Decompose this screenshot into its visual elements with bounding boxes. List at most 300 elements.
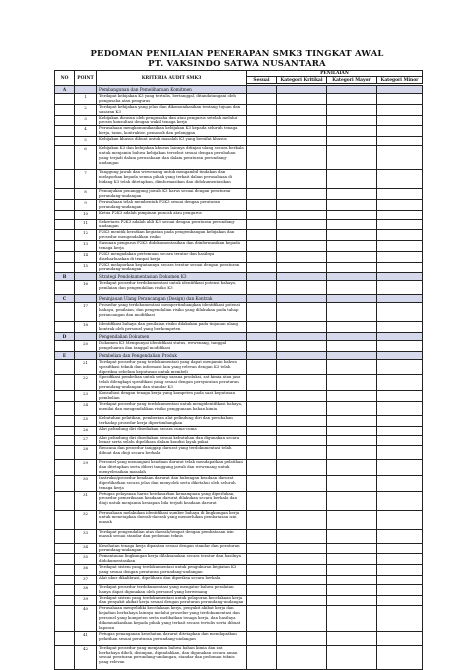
sesuai-cell[interactable]	[247, 575, 277, 584]
criteria-text: Petugas pelayanan harus berdasarkan kemampuan yang diperlukan, prosedur pemeriksaan keadaan darurat dilakukan secara berkala dan diuji untuk menjamin kesiapan bila terjadi keadaan darurat	[97, 491, 247, 510]
sesuai-cell[interactable]	[247, 94, 277, 105]
sesuai-cell[interactable]	[247, 554, 277, 565]
table-row	[55, 401, 423, 415]
header-no: NO	[55, 71, 75, 86]
point-number: 42	[75, 645, 97, 669]
point-number: 1	[75, 94, 97, 105]
no-cell	[55, 359, 75, 375]
minor-cell[interactable]	[377, 86, 423, 94]
criteria-text: Rencana dan prosedur tanggap darurat yang terdokumentasi telah dibuat dan diuji secara berkala	[97, 446, 247, 460]
minor-cell[interactable]	[377, 241, 423, 252]
minor-cell[interactable]	[377, 529, 423, 543]
kritikal-cell[interactable]	[277, 645, 327, 669]
sesuai-cell[interactable]	[247, 645, 277, 669]
kritikal-cell[interactable]	[277, 94, 327, 105]
sesuai-cell[interactable]	[247, 322, 277, 333]
criteria-text: Terdapat sistem yang terdokumentasi untuk pelaporan kecelakaan kerja dan penyakit akibat kerja sesuai dengan peraturan perundang-undangan	[97, 595, 247, 606]
minor-cell[interactable]	[377, 341, 423, 352]
kritikal-cell[interactable]	[277, 565, 327, 576]
criteria-text: Kesehatan tenaga kerja dipantau sesuai dengan standar dan peraturan perundang-undangan	[97, 543, 247, 554]
criteria-text: Dokumen K3 Mempunyai identifikasi status, wewenang, tanggal pengeluaran dan tanggal modifikasi	[97, 341, 247, 352]
table-row	[55, 595, 423, 606]
sesuai-cell[interactable]	[247, 251, 277, 262]
point-number: 2	[75, 104, 97, 115]
mayor-cell[interactable]	[327, 606, 377, 631]
criteria-text: Spesifikasi pembelian untuk setiap sarana produksi, zat kimia atau jasa telah dilengkapi spesifikasi yang sesuai dengan persyaratan peraturan perundang-undangan dan standar K3	[97, 375, 247, 391]
kritikal-cell[interactable]	[277, 491, 327, 510]
mayor-cell[interactable]	[327, 491, 377, 510]
kritikal-cell[interactable]	[277, 104, 327, 115]
table-row	[55, 543, 423, 554]
sesuai-cell[interactable]	[247, 137, 277, 146]
mayor-cell[interactable]	[327, 401, 377, 415]
mayor-cell[interactable]	[327, 230, 377, 241]
kritikal-cell[interactable]	[277, 595, 327, 606]
no-cell	[55, 460, 75, 476]
minor-cell[interactable]	[377, 584, 423, 595]
point-number: 18	[75, 322, 97, 333]
document-title: PEDOMAN PENILAIAN PENERAPAN SMK3 TINGKAT AWAL	[90, 49, 384, 59]
sesuai-cell[interactable]	[247, 219, 277, 230]
mayor-cell[interactable]	[327, 529, 377, 543]
criteria-text: Penunjukan penanggung jawab K3 harus sesuai dengan peraturan perundang-undangan	[97, 189, 247, 200]
point-number: 36	[75, 565, 97, 576]
sesuai-cell[interactable]	[247, 565, 277, 576]
table-row	[55, 645, 423, 669]
minor-cell[interactable]	[377, 126, 423, 137]
minor-cell[interactable]	[377, 94, 423, 105]
mayor-cell[interactable]	[327, 426, 377, 435]
mayor-cell[interactable]	[327, 510, 377, 529]
table-row	[55, 435, 423, 446]
mayor-cell[interactable]	[327, 199, 377, 210]
section-row	[55, 295, 423, 303]
minor-cell[interactable]	[377, 295, 423, 303]
minor-cell[interactable]	[377, 273, 423, 281]
mayor-cell[interactable]	[327, 554, 377, 565]
criteria-text: Susunan pengurus P2K3 didokumentasikan dan diinformasikan kepada tenaga kerja	[97, 241, 247, 252]
section-point-cell	[75, 273, 97, 281]
minor-cell[interactable]	[377, 170, 423, 189]
criteria-text: Identifikasi bahaya dan penilaian risiko dilakukan pada tinjauan ulang kontrak oleh personel yang berkompeten	[97, 322, 247, 333]
sesuai-cell[interactable]	[247, 189, 277, 200]
kritikal-cell[interactable]	[277, 529, 327, 543]
sesuai-cell[interactable]	[247, 391, 277, 402]
mayor-cell[interactable]	[327, 94, 377, 105]
point-number: 15	[75, 262, 97, 273]
kritikal-cell[interactable]	[277, 575, 327, 584]
mayor-cell[interactable]	[327, 391, 377, 402]
section-row	[55, 273, 423, 281]
point-number: 10	[75, 210, 97, 219]
point-number: 29	[75, 460, 97, 476]
kritikal-cell[interactable]	[277, 251, 327, 262]
criteria-text: P2K3 melaporkan kegiatannya secara teratur sesuai dengan peraturan perundang-undangan	[97, 262, 247, 273]
no-cell	[55, 281, 75, 295]
no-cell	[55, 230, 75, 241]
kritikal-cell[interactable]	[277, 137, 327, 146]
point-number: 26	[75, 426, 97, 435]
minor-cell[interactable]	[377, 606, 423, 631]
section-point-cell	[75, 333, 97, 341]
mayor-cell[interactable]	[327, 251, 377, 262]
mayor-cell[interactable]	[327, 575, 377, 584]
kritikal-cell[interactable]	[277, 115, 327, 126]
point-number: 31	[75, 491, 97, 510]
minor-cell[interactable]	[377, 303, 423, 322]
mayor-cell[interactable]	[327, 375, 377, 391]
section-point-cell	[75, 86, 97, 94]
minor-cell[interactable]	[377, 475, 423, 491]
minor-cell[interactable]	[377, 333, 423, 341]
no-cell	[55, 529, 75, 543]
point-number: 12	[75, 230, 97, 241]
kritikal-cell[interactable]	[277, 146, 327, 170]
sesuai-cell[interactable]	[247, 170, 277, 189]
sesuai-cell[interactable]	[247, 262, 277, 273]
kritikal-cell[interactable]	[277, 446, 327, 460]
criteria-text: Terdapat sistem yang terdokumentasi untuk pengukuran kegiatan K3 yang sesuai dengan peraturan perundang-undangan	[97, 565, 247, 576]
point-number: 32	[75, 510, 97, 529]
minor-cell[interactable]	[377, 137, 423, 146]
section-row	[55, 86, 423, 94]
section-point-cell	[75, 295, 97, 303]
kritikal-cell[interactable]	[277, 262, 327, 273]
table-row	[55, 94, 423, 105]
kritikal-cell[interactable]	[277, 359, 327, 375]
sesuai-cell[interactable]	[247, 475, 277, 491]
criteria-text: Terdapat prosedur terdokumentasi yang mengatur bahwa peralatan hanya dapat digunakan oleh personel yang berwenang	[97, 584, 247, 595]
sesuai-cell[interactable]	[247, 146, 277, 170]
mayor-cell[interactable]	[327, 170, 377, 189]
table-row	[55, 529, 423, 543]
no-cell	[55, 199, 75, 210]
point-number: 20	[75, 341, 97, 352]
kritikal-cell[interactable]	[277, 391, 327, 402]
mayor-cell[interactable]	[327, 595, 377, 606]
minor-cell[interactable]	[377, 351, 423, 359]
minor-cell[interactable]	[377, 426, 423, 435]
mayor-cell[interactable]	[327, 303, 377, 322]
sesuai-cell[interactable]	[247, 303, 277, 322]
kritikal-cell[interactable]	[277, 281, 327, 295]
minor-cell[interactable]	[377, 645, 423, 669]
minor-cell[interactable]	[377, 435, 423, 446]
point-number: 34	[75, 543, 97, 554]
sesuai-cell[interactable]	[247, 460, 277, 476]
sesuai-cell[interactable]	[247, 446, 277, 460]
section-letter: E	[55, 351, 75, 359]
kritikal-cell[interactable]	[277, 606, 327, 631]
table-row	[55, 584, 423, 595]
mayor-cell[interactable]	[327, 262, 377, 273]
mayor-cell[interactable]	[327, 104, 377, 115]
point-number: 33	[75, 529, 97, 543]
minor-cell[interactable]	[377, 375, 423, 391]
minor-cell[interactable]	[377, 281, 423, 295]
criteria-text: Pemantauan lingkungan kerja dilaksanakan secara teratur dan hasilnya didokumentasikan	[97, 554, 247, 565]
no-cell	[55, 137, 75, 146]
kritikal-cell[interactable]	[277, 86, 327, 94]
point-number: 13	[75, 241, 97, 252]
sesuai-cell[interactable]	[247, 491, 277, 510]
table-row	[55, 415, 423, 426]
table-row	[55, 391, 423, 402]
sesuai-cell[interactable]	[247, 199, 277, 210]
minor-cell[interactable]	[377, 446, 423, 460]
mayor-cell[interactable]	[327, 115, 377, 126]
sesuai-cell[interactable]	[247, 351, 277, 359]
table-row	[55, 251, 423, 262]
criteria-text: Terdapat prosedur yang terdokumentasi untuk mengidentifikasi bahaya, menilai dan mengendalikan risiko penggunaan bahan kimia	[97, 401, 247, 415]
table-row	[55, 115, 423, 126]
minor-cell[interactable]	[377, 219, 423, 230]
table-row	[55, 230, 423, 241]
minor-cell[interactable]	[377, 554, 423, 565]
mayor-cell[interactable]	[327, 322, 377, 333]
kritikal-cell[interactable]	[277, 230, 327, 241]
point-number: 27	[75, 435, 97, 446]
sesuai-cell[interactable]	[247, 359, 277, 375]
kritikal-cell[interactable]	[277, 435, 327, 446]
criteria-text: Terdapat prosedur terdokumentasi untuk identifikasi potensi bahaya, penilaian dan pengendalian risiko K3	[97, 281, 247, 295]
mayor-cell[interactable]	[327, 460, 377, 476]
minor-cell[interactable]	[377, 460, 423, 476]
sesuai-cell[interactable]	[247, 426, 277, 435]
table-row	[55, 189, 423, 200]
sesuai-cell[interactable]	[247, 435, 277, 446]
kritikal-cell[interactable]	[277, 351, 327, 359]
criteria-text: Terdapat prosedur yang menjamin bahwa bahan kimia dan zat berbahaya dibeli, disimpan, dipindahkan, dan digunakan secara aman sesuai peraturan perundang-undangan, standar dan pedoman teknis yang relevan	[97, 645, 247, 669]
no-cell	[55, 322, 75, 333]
mayor-cell[interactable]	[327, 584, 377, 595]
point-number: 39	[75, 595, 97, 606]
criteria-text: Kebutuhan pelatihan, pemberian alat pelindung diri dan perubahan terhadap prosedur kerja dipertimbangkan	[97, 415, 247, 426]
sesuai-cell[interactable]	[247, 241, 277, 252]
criteria-text: Kebijakan K3 dan kebijakan khusus lainnya ditinjau ulang secara berkala untuk menjamin bahwa kebijakan tersebut sesuai dengan perubahan yang terjadi dalam perusahaan dan dalam peraturan perundang-undangan	[97, 146, 247, 170]
mayor-cell[interactable]	[327, 415, 377, 426]
criteria-text: Konsultasi dengan tenaga kerja yang kompeten pada saat keputusan pembelian	[97, 391, 247, 402]
criteria-text: Alat pelindung diri disediakan secara cuma-cuma	[97, 426, 247, 435]
minor-cell[interactable]	[377, 322, 423, 333]
criteria-text: Perusahaan menyelidiki kecelakaan kerja, penyakit akibat kerja dan kejadian berbahaya lainnya melalui prosedur yang terdokumentasi dan personel yang kompeten serta melibatkan tenaga kerja, dan hasilnya dikomunikasikan kepada pihak yang terkait secara tertulis serta dibuat laporan	[97, 606, 247, 631]
no-cell	[55, 575, 75, 584]
mayor-cell[interactable]	[327, 126, 377, 137]
minor-cell[interactable]	[377, 543, 423, 554]
minor-cell[interactable]	[377, 359, 423, 375]
table-row	[55, 219, 423, 230]
mayor-cell[interactable]	[327, 219, 377, 230]
criteria-text: Perusahaan telah membentuk P2K3 sesuai dengan peraturan perundang-undangan	[97, 199, 247, 210]
kritikal-cell[interactable]	[277, 189, 327, 200]
sesuai-cell[interactable]	[247, 543, 277, 554]
sesuai-cell[interactable]	[247, 375, 277, 391]
mayor-cell[interactable]	[327, 475, 377, 491]
kritikal-cell[interactable]	[277, 631, 327, 645]
mayor-cell[interactable]	[327, 543, 377, 554]
mayor-cell[interactable]	[327, 333, 377, 341]
no-cell	[55, 595, 75, 606]
mayor-cell[interactable]	[327, 137, 377, 146]
table-row	[55, 199, 423, 210]
mayor-cell[interactable]	[327, 273, 377, 281]
sesuai-cell[interactable]	[247, 341, 277, 352]
point-number: 22	[75, 375, 97, 391]
minor-cell[interactable]	[377, 230, 423, 241]
sesuai-cell[interactable]	[247, 104, 277, 115]
company-name: PT. VAKSINDO SATWA NUSANTARA	[148, 59, 326, 69]
minor-cell[interactable]	[377, 262, 423, 273]
kritikal-cell[interactable]	[277, 415, 327, 426]
minor-cell[interactable]	[377, 115, 423, 126]
minor-cell[interactable]	[377, 510, 423, 529]
mayor-cell[interactable]	[327, 189, 377, 200]
no-cell	[55, 375, 75, 391]
sesuai-cell[interactable]	[247, 401, 277, 415]
mayor-cell[interactable]	[327, 295, 377, 303]
minor-cell[interactable]	[377, 104, 423, 115]
kritikal-cell[interactable]	[277, 219, 327, 230]
kritikal-cell[interactable]	[277, 401, 327, 415]
criteria-text: Terdapat pengendalian atas daerah/tempat dengan pembatasan izin masuk sesuai standar dan pedoman teknis	[97, 529, 247, 543]
minor-cell[interactable]	[377, 210, 423, 219]
table-row	[55, 262, 423, 273]
sesuai-cell[interactable]	[247, 295, 277, 303]
point-number: 16	[75, 281, 97, 295]
sesuai-cell[interactable]	[247, 606, 277, 631]
table-row	[55, 170, 423, 189]
sesuai-cell[interactable]	[247, 333, 277, 341]
criteria-text: Kebijakan disusun oleh pengusaha dan atau pengurus setelah melalui proses konsultasi dengan wakil tenaga kerja	[97, 115, 247, 126]
section-title: Pembelian dan Pengendalian Produk	[97, 351, 247, 359]
criteria-text: Perusahaan mengkomunikasikan kebijakan K3 kepada seluruh tenaga kerja, tamu, kontraktor, pemasok dan pelanggan	[97, 126, 247, 137]
kritikal-cell[interactable]	[277, 170, 327, 189]
kritikal-cell[interactable]	[277, 475, 327, 491]
minor-cell[interactable]	[377, 575, 423, 584]
minor-cell[interactable]	[377, 565, 423, 576]
mayor-cell[interactable]	[327, 435, 377, 446]
sesuai-cell[interactable]	[247, 281, 277, 295]
table-row	[55, 359, 423, 375]
minor-cell[interactable]	[377, 401, 423, 415]
mayor-cell[interactable]	[327, 86, 377, 94]
mayor-cell[interactable]	[327, 631, 377, 645]
point-number: 24	[75, 401, 97, 415]
minor-cell[interactable]	[377, 391, 423, 402]
kritikal-cell[interactable]	[277, 584, 327, 595]
sesuai-cell[interactable]	[247, 595, 277, 606]
section-letter: A	[55, 86, 75, 94]
no-cell	[55, 554, 75, 565]
criteria-text: Petugas penanganan kesehatan darurat ditetapkan dan mendapatkan pelatihan sesuai peraturan perundang-undangan	[97, 631, 247, 645]
mayor-cell[interactable]	[327, 565, 377, 576]
mayor-cell[interactable]	[327, 146, 377, 170]
minor-cell[interactable]	[377, 491, 423, 510]
section-title: Pembangunan dan Pemeliharaan Komitmen	[97, 86, 247, 94]
kritikal-cell[interactable]	[277, 554, 327, 565]
mayor-cell[interactable]	[327, 241, 377, 252]
kritikal-cell[interactable]	[277, 241, 327, 252]
no-cell	[55, 94, 75, 105]
table-row	[55, 341, 423, 352]
minor-cell[interactable]	[377, 199, 423, 210]
no-cell	[55, 303, 75, 322]
no-cell	[55, 219, 75, 230]
mayor-cell[interactable]	[327, 341, 377, 352]
minor-cell[interactable]	[377, 146, 423, 170]
no-cell	[55, 435, 75, 446]
kritikal-cell[interactable]	[277, 510, 327, 529]
minor-cell[interactable]	[377, 415, 423, 426]
header-minor: Kategori Minor	[377, 77, 423, 84]
mayor-cell[interactable]	[327, 359, 377, 375]
sesuai-cell[interactable]	[247, 631, 277, 645]
no-cell	[55, 645, 75, 669]
point-number: 41	[75, 631, 97, 645]
kritikal-cell[interactable]	[277, 426, 327, 435]
header-sesuai: Sesuai	[247, 77, 277, 84]
minor-cell[interactable]	[377, 189, 423, 200]
minor-cell[interactable]	[377, 595, 423, 606]
mayor-cell[interactable]	[327, 446, 377, 460]
no-cell	[55, 189, 75, 200]
sesuai-cell[interactable]	[247, 510, 277, 529]
kritikal-cell[interactable]	[277, 273, 327, 281]
kritikal-cell[interactable]	[277, 126, 327, 137]
kritikal-cell[interactable]	[277, 295, 327, 303]
no-cell	[55, 251, 75, 262]
kritikal-cell[interactable]	[277, 322, 327, 333]
kritikal-cell[interactable]	[277, 460, 327, 476]
kritikal-cell[interactable]	[277, 210, 327, 219]
sesuai-cell[interactable]	[247, 230, 277, 241]
criteria-text: Alat pelindung diri disediakan sesuai kebutuhan dan digunakan secara benar serta selalu dipelihara dalam kondisi layak pakai	[97, 435, 247, 446]
sesuai-cell[interactable]	[247, 529, 277, 543]
kritikal-cell[interactable]	[277, 199, 327, 210]
kritikal-cell[interactable]	[277, 303, 327, 322]
kritikal-cell[interactable]	[277, 375, 327, 391]
mayor-cell[interactable]	[327, 281, 377, 295]
no-cell	[55, 126, 75, 137]
sesuai-cell[interactable]	[247, 126, 277, 137]
table-row	[55, 281, 423, 295]
kritikal-cell[interactable]	[277, 543, 327, 554]
mayor-cell[interactable]	[327, 351, 377, 359]
table-row	[55, 460, 423, 476]
no-cell	[55, 262, 75, 273]
mayor-cell[interactable]	[327, 210, 377, 219]
point-number: 11	[75, 219, 97, 230]
table-row	[55, 375, 423, 391]
sesuai-cell[interactable]	[247, 415, 277, 426]
kritikal-cell[interactable]	[277, 333, 327, 341]
sesuai-cell[interactable]	[247, 210, 277, 219]
no-cell	[55, 584, 75, 595]
minor-cell[interactable]	[377, 251, 423, 262]
mayor-cell[interactable]	[327, 645, 377, 669]
sesuai-cell[interactable]	[247, 584, 277, 595]
section-row	[55, 333, 423, 341]
sesuai-cell[interactable]	[247, 115, 277, 126]
header-assessment: PENILAIAN	[247, 71, 423, 77]
sesuai-cell[interactable]	[247, 86, 277, 94]
criteria-text: Instruksi/prosedur keadaan darurat dan hubungan keadaan darurat diperlihatkan secara jelas dan menyolok serta diketahui oleh seluruh tenaga kerja	[97, 475, 247, 491]
sesuai-cell[interactable]	[247, 273, 277, 281]
kritikal-cell[interactable]	[277, 341, 327, 352]
no-cell	[55, 115, 75, 126]
minor-cell[interactable]	[377, 631, 423, 645]
criteria-text: Perusahaan melakukan identifikasi sumber bahaya di lingkungan kerja untuk menetapkan daerah-daerah yang memerlukan pembatasan izin masuk	[97, 510, 247, 529]
